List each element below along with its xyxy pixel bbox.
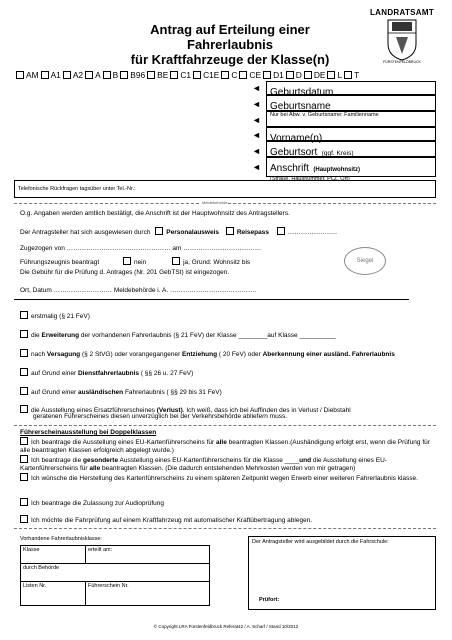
driving-school-box[interactable] (248, 536, 436, 610)
fee-line: Die Gebühr für die Prüfung d. Antrages (Nr. 201 GebTSt) ist eingezogen. (20, 269, 230, 276)
district-office-logo (368, 8, 436, 68)
option-label-pre: auf Grund einer (31, 389, 78, 396)
birthdate-field[interactable] (266, 81, 436, 98)
class-label: A2 (72, 70, 84, 80)
option-checkbox[interactable] (20, 349, 28, 357)
family-name-field[interactable] (266, 111, 436, 127)
option-first-time[interactable] (20, 311, 90, 321)
option-checkbox[interactable] (20, 330, 28, 338)
class-label: C (231, 70, 238, 80)
class-option-be[interactable] (145, 70, 168, 80)
class-checkbox[interactable] (193, 71, 201, 79)
option-label: erstmalig (§ 21 FeV) (31, 313, 90, 320)
title-line-2: für Kraftfahrzeuge der Klasse(n) (130, 52, 330, 67)
automatic-option-label: Ich möchte die Fahrprüfung auf einem Kraftfahrzeug mit automatischer Kraftübertragung ablegen. (31, 517, 313, 524)
class-checkbox[interactable] (263, 71, 271, 79)
address-main-hint: (Hauptwohnsitz) (313, 167, 361, 173)
option-checkbox[interactable] (20, 311, 28, 319)
option-label-post: (§ 2 StVG) oder vorangegangener Entziehung ( 20 FeV) oder Aberkennung einer ausländ. Fahrerlaubnis (80, 351, 395, 358)
divider (14, 425, 436, 426)
id-line-prefix: Der Antragsteller hat sich ausgewiesen durch (20, 229, 151, 236)
option-label-pre: die (31, 332, 42, 339)
class-checkbox[interactable] (239, 71, 247, 79)
test-location-label: Prüfort: (259, 597, 280, 603)
address-format-hint: (Straße, Hausnummer, PLZ, Ort) (270, 176, 350, 182)
class-option-c[interactable] (219, 70, 237, 80)
class-label: D (295, 70, 302, 80)
option-label-pre: die Ausstellung eines Ersatzführerscheines (31, 407, 157, 414)
class-checkbox[interactable] (16, 71, 24, 79)
class-option-l[interactable] (325, 70, 342, 80)
birth-name-field[interactable] (266, 95, 436, 111)
dual-option-all[interactable]: Ich beantrage die Ausstellung eines EU-Kartenführerscheins für alle beantragten Klassen.(Aushändigung erfolgt erst, wenn die Prüfung für alle beantragten Klassen erfolgreich abgelegt wurde.) (20, 439, 430, 454)
existing-license-label: Vorhandene Fahrerlaubnisklasse: (20, 536, 102, 542)
class-option-t[interactable] (342, 70, 359, 80)
class-label: T (354, 70, 360, 80)
class-label: CE (249, 70, 262, 80)
option-label-bold: ausländischen (77, 389, 124, 396)
automatic-option[interactable] (20, 515, 312, 525)
other-id-checkbox[interactable] (277, 227, 285, 235)
logo-bottom-text: FÜRSTENFELDBRUCK (383, 60, 421, 64)
divider (228, 203, 436, 204)
passport-checkbox[interactable] (226, 227, 234, 235)
class-option-d1[interactable] (261, 70, 284, 80)
option-label-post: ( §§ 26 u. 27 FeV) (139, 370, 194, 377)
class-checkbox[interactable] (41, 71, 49, 79)
license-number-cell[interactable] (86, 582, 210, 606)
class-label: A1 (50, 70, 61, 80)
pointer-icon: ◄ (252, 130, 261, 140)
dual-option-later[interactable]: Ich wünsche die Herstellung des Kartenführerscheins zu einem späteren Zeitpunkt wegen Erwerb einer weiteren Fahrerlaubnis klasse. (20, 473, 432, 483)
footer-copyright: © Copyright LRA Fürstenfeldbruck Referat42 / A. Scharf / Stand 10/2012 (153, 624, 299, 629)
class-label: L (337, 70, 343, 80)
option-replacement-line2: geratenen Führerscheines diesen unverzüglich bei der Verkehrsbehörde abliefern muss. (33, 413, 288, 420)
class-option-c1[interactable] (168, 70, 191, 80)
passport-label: Reisepass (236, 229, 269, 236)
id-card-checkbox[interactable] (155, 227, 163, 235)
class-label: B (112, 70, 119, 80)
issued-cell[interactable] (86, 546, 210, 564)
class-checkbox[interactable] (170, 71, 178, 79)
place-date-line[interactable]: Ort, Datum ……………………… Meldebehörde i. A. …………………………………. (20, 287, 257, 294)
list-number-cell[interactable] (21, 582, 86, 606)
class-label: A (95, 70, 101, 80)
certificate-no-checkbox[interactable] (123, 257, 131, 265)
class-checkbox[interactable] (221, 71, 229, 79)
option-label-post: der vorhandenen Fahrerlaubnis (§ 21 FeV) der Klasse ________auf Klasse __________ (79, 332, 336, 339)
certificate-label: Führungszeugnis beantragt (20, 259, 100, 266)
phone-field[interactable] (14, 180, 436, 198)
pointer-icon: ◄ (252, 99, 261, 109)
class-checkbox[interactable] (103, 71, 111, 79)
birthdate-label: Geburtsdatum (270, 87, 334, 98)
phone-label: Telefonische Rückfragen tagsüber unter Tel.-Nr.: (18, 186, 136, 192)
option-service-license[interactable] (20, 368, 193, 378)
class-option-a2[interactable] (61, 70, 83, 80)
class-option-c1e[interactable] (191, 70, 219, 80)
certificate-no-label: nein (133, 259, 147, 266)
dual-class-heading: Führerscheinausstellung bei Doppelklassen (20, 429, 157, 436)
class-label: D1 (273, 70, 284, 80)
class-checkbox[interactable] (147, 71, 155, 79)
class-checkbox[interactable] (304, 71, 312, 79)
moved-from-line[interactable]: Zugezogen von ………………………………………… am ……………………………… (20, 245, 262, 252)
option-extension[interactable] (20, 330, 336, 340)
certificate-yes-label: ja, Grund: Wohnsitz bis (183, 259, 251, 266)
family-name-label: Nur bei Abw. v. Geburtsname: Familienname (270, 112, 379, 118)
logo-top-text: LANDRATSAMT (369, 8, 435, 17)
license-number-label: Führerschein Nr. (88, 583, 129, 589)
option-checkbox[interactable] (20, 437, 28, 445)
first-name-field[interactable] (266, 127, 436, 144)
class-checkbox[interactable] (63, 71, 71, 79)
birthplace-field[interactable] (266, 141, 436, 157)
class-label: Klasse (23, 547, 40, 553)
driving-school-label: Der Antragsteller wird ausgebildet durch die Fahrschule: (252, 539, 389, 545)
authority-cell-label: durch Behörde (23, 565, 60, 571)
birthplace-hint: (ggf. Kreis) (321, 150, 354, 157)
class-checkbox[interactable] (120, 71, 128, 79)
class-checkbox[interactable] (327, 71, 335, 79)
class-option-ce[interactable] (237, 70, 261, 80)
option-label-bold: Versagung (46, 351, 81, 358)
class-label: AM (26, 70, 39, 80)
page-title (110, 22, 350, 67)
option-checkbox[interactable] (20, 455, 28, 463)
class-option-am[interactable] (14, 70, 39, 80)
other-id-field[interactable]: ………………….. (287, 229, 337, 236)
dual-option-separate[interactable]: Ich beantrage die gesonderte Ausstellung eines EU-Kartenführerscheins für die Klasse ____und die Ausstellung eines EU-Kartenführerscheins für alle beantragten Klassen. (Die dadurch entstehenden Mehrkosten werden von mir getragen) (20, 457, 387, 472)
option-foreign-license[interactable] (20, 387, 222, 397)
audio-option[interactable] (20, 498, 164, 508)
class-label: C1 (180, 70, 192, 80)
id-card-label: Personalausweis (166, 229, 219, 236)
option-checkbox[interactable] (20, 405, 28, 413)
class-option-de[interactable] (302, 70, 326, 80)
class-checkbox[interactable] (85, 71, 93, 79)
crest-icon (368, 8, 436, 64)
divider (14, 528, 436, 529)
audio-option-label: Ich beantrage die Zulassung zur Audioprüfung (31, 500, 164, 507)
class-label: C1E (203, 70, 220, 80)
class-option-a1[interactable] (39, 70, 61, 80)
option-after-revocation[interactable] (20, 349, 395, 359)
authority-label: Meldebehörde (202, 200, 228, 205)
address-field[interactable] (266, 157, 436, 182)
pointer-icon: ◄ (252, 146, 261, 156)
class-label: B96 (130, 70, 146, 80)
issued-label: erteilt am: (88, 547, 113, 553)
option-label-pre: auf Grund einer (31, 370, 78, 377)
seal-placeholder: Siegel (344, 247, 386, 275)
existing-license-table (20, 545, 210, 606)
option-label-post: Fahrerlaubnis ( §§ 29 bis 31 FeV) (123, 389, 222, 396)
option-label-bold: (Verlust) (156, 407, 183, 414)
birthplace-label: Geburtsort (270, 147, 318, 158)
divider (14, 203, 199, 204)
class-option-a[interactable] (83, 70, 101, 80)
certificate-line (20, 257, 250, 267)
title-line-1: Antrag auf Erteilung einer Fahrerlaubnis (150, 22, 310, 52)
list-number-label: Listen Nr. (23, 583, 47, 589)
pointer-icon: ◄ (252, 83, 261, 93)
option-label-post: . Ich weiß, dass ich bei Auffinden des in Verlust / Diebstahl (182, 407, 351, 414)
option-checkbox[interactable] (20, 498, 28, 506)
option-checkbox[interactable] (20, 387, 28, 395)
id-line (20, 227, 337, 237)
option-checkbox[interactable] (20, 368, 28, 376)
first-name-label: Vorname(n) (270, 133, 323, 144)
option-label-bold: Dienstfahrerlaubnis (77, 370, 140, 377)
license-class-options (14, 70, 359, 80)
birth-name-label: Geburtsname (270, 101, 331, 112)
certificate-yes-checkbox[interactable] (172, 257, 180, 265)
pointer-icon: ◄ (252, 162, 261, 172)
confirm-text: O.g. Angaben werden amtlich bestätigt, die Anschrift ist der Hauptwohnsitz des Antragstellers. (20, 210, 290, 217)
option-checkbox[interactable] (20, 473, 28, 481)
class-option-b[interactable] (101, 70, 119, 80)
class-cell[interactable] (21, 546, 86, 564)
class-checkbox[interactable] (344, 71, 352, 79)
class-label: BE (157, 70, 169, 80)
option-checkbox[interactable] (20, 515, 28, 523)
class-checkbox[interactable] (286, 71, 294, 79)
class-label: DE (313, 70, 326, 80)
option-label-pre: nach (31, 351, 47, 358)
class-option-d[interactable] (284, 70, 302, 80)
address-label: Anschrift (270, 163, 309, 174)
class-option-b96[interactable] (118, 70, 145, 80)
divider (14, 299, 409, 300)
pointer-icon: ◄ (252, 115, 261, 125)
authority-cell[interactable] (21, 564, 210, 582)
option-label-bold: Erweiterung (41, 332, 80, 339)
